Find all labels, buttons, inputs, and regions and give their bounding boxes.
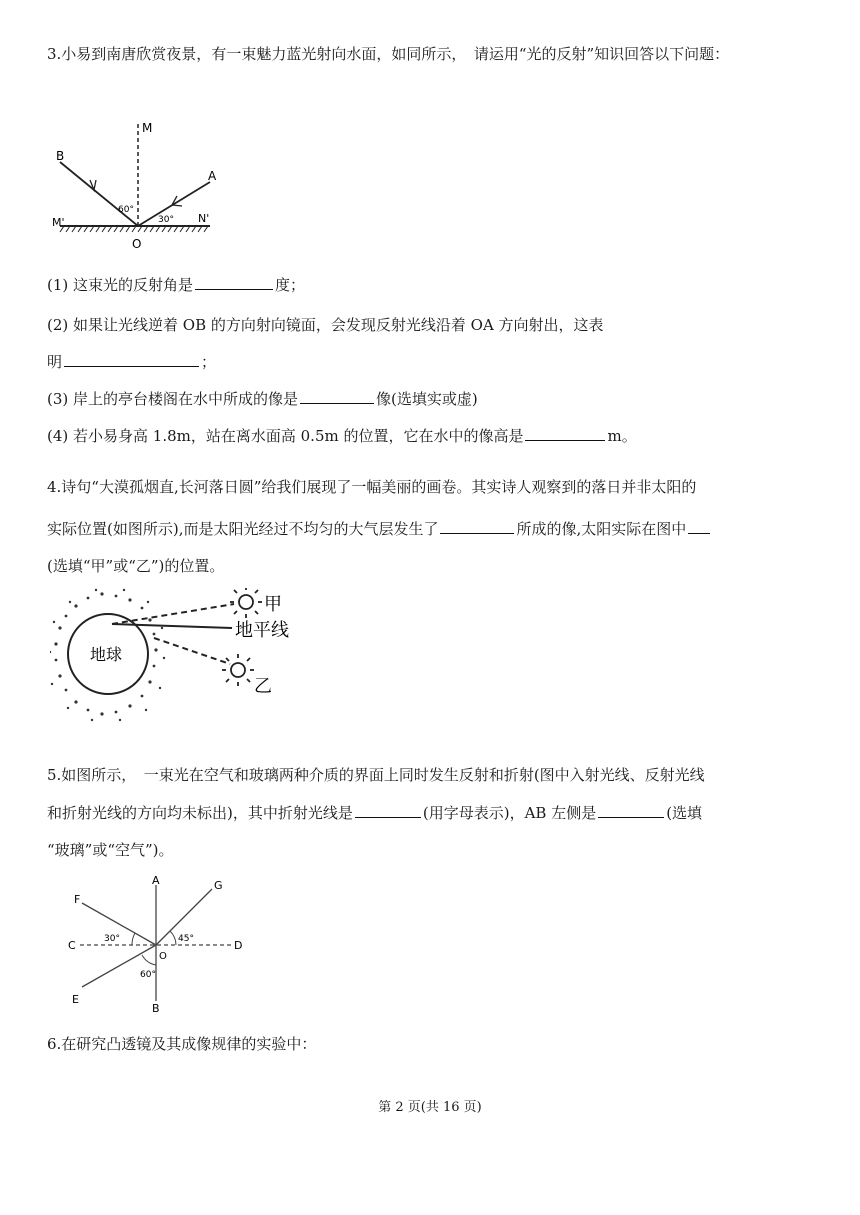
q4-line2: 实际位置(如图所示),而是太阳光经过不均匀的大气层发生了 所成的像,太阳实际在图中: [47, 519, 712, 539]
sun-jia-label: 甲: [264, 594, 282, 615]
q3-part1: (1) 这束光的反射角是 度；: [47, 276, 306, 294]
label-angle-60: 60°: [140, 970, 156, 980]
label-F: F: [74, 893, 81, 906]
q5-refraction-figure: [60, 875, 250, 1013]
q5-line3: “玻璃”或“空气”)。: [47, 841, 174, 859]
label-Mprime: M': [52, 216, 65, 229]
label-G: G: [214, 879, 223, 892]
label-O: O: [132, 237, 142, 251]
answer-blank[interactable]: [355, 816, 421, 818]
q5-line1: 5.如图所示， 一束光在空气和玻璃两种介质的界面上同时发生反射和折射(图中入射光线、反射光线: [47, 766, 705, 784]
label-A: A: [208, 169, 217, 183]
sun-yi-icon: [222, 654, 254, 686]
label-angle-60: 60°: [118, 205, 134, 215]
earth-label: 地球: [90, 645, 123, 664]
q3-part2-cont: 明 ；: [47, 353, 217, 371]
q4-line3: (选填“甲”或“乙”)的位置。: [47, 557, 225, 575]
answer-blank[interactable]: [688, 532, 710, 534]
page-footer: 第 2 页(共 16 页): [378, 1100, 482, 1115]
q4-line1: 4.诗句“大漠孤烟直,长河落日圆”给我们展现了一幅美丽的画卷。其实诗人观察到的落日并非太阳的: [47, 478, 697, 496]
q3-reflection-figure: [50, 118, 220, 258]
sun-jia-icon: [230, 588, 262, 618]
label-angle-45: 45°: [178, 934, 194, 944]
label-D: D: [234, 939, 243, 952]
q6-stem: 6.在研究凸透镜及其成像规律的实验中：: [47, 1035, 317, 1053]
label-B: B: [152, 1002, 160, 1013]
answer-blank[interactable]: [300, 402, 374, 404]
answer-blank[interactable]: [64, 365, 199, 367]
q3-part4: (4) 若小易身高 1.8m，站在离水面高 0.5m 的位置，它在水中的像高是 m。: [47, 427, 637, 445]
sun-yi-label: 乙: [254, 676, 272, 697]
label-B: B: [56, 149, 65, 163]
label-E: E: [72, 993, 79, 1006]
answer-blank[interactable]: [195, 288, 273, 290]
q3-stem: 3.小易到南唐欣赏夜景，有一束魅力蓝光射向水面，如同所示， 请运用“光的反射”知识回答以下问题：: [47, 45, 730, 63]
label-A: A: [152, 875, 160, 887]
horizon-label: 地平线: [235, 620, 289, 641]
q3-part2: (2) 如果让光线逆着 OB 的方向射向镜面，会发现反射光线沿着 OA 方向射出，这表: [47, 316, 604, 334]
answer-blank[interactable]: [598, 816, 664, 818]
answer-blank[interactable]: [525, 439, 605, 441]
label-angle-30: 30°: [158, 215, 174, 225]
label-Nprime: N': [198, 212, 210, 225]
label-O: O: [159, 951, 167, 962]
q4-sunset-figure: [50, 588, 320, 734]
label-M: M: [142, 121, 153, 135]
label-angle-30: 30°: [104, 934, 120, 944]
answer-blank[interactable]: [440, 532, 514, 534]
q5-line2: 和折射光线的方向均未标出)，其中折射光线是 (用字母表示)，AB 左侧是 (选填: [47, 804, 703, 822]
q3-part3: (3) 岸上的亭台楼阁在水中所成的像是 像(选填实或虚): [47, 390, 478, 408]
label-C: C: [68, 939, 76, 952]
